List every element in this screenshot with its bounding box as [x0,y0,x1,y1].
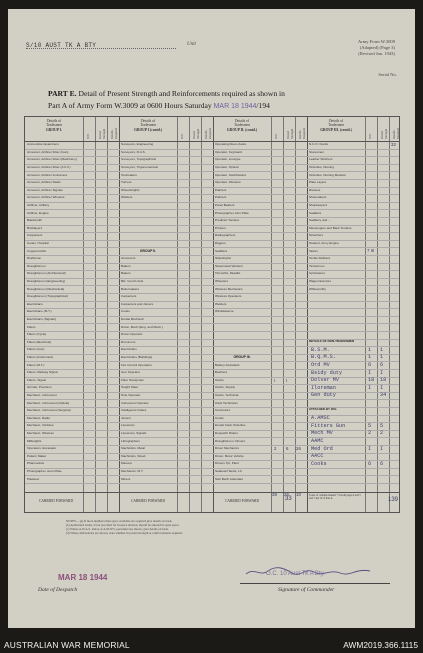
trade-label: Dental Clerk Orderlies [215,423,246,428]
form-ref-line: (Revised Jan. 1943) [358,51,395,56]
nt-we: 18 [368,377,375,384]
row-line [25,156,399,157]
trade-label: Draughtsmen (Engineering) [27,279,66,283]
trade-label: Driver, Motor Vehicle [215,453,244,458]
trade-label: Mechanic, Wireless [27,431,54,435]
trade-label: Stretchers [309,233,324,238]
section-title: DETAILS OF NON-TRADESMEN [309,338,355,343]
trade-label: Surveyors, Engineering [121,142,154,147]
trade-label: Riggers [215,241,226,245]
column-header [307,119,365,132]
nt-rank: Ord MV [311,361,330,368]
trade-label: Electricians (Signals) [27,317,56,321]
trade-label: Shopkeepers [309,203,328,207]
trade-label: Drivers Tpt, Plant [215,461,239,466]
signature-line [240,583,390,584]
trade-label: Operator, Switchboard [215,172,246,177]
row-line [25,369,399,370]
trade-label: Fitters [27,324,36,329]
row-line [25,278,399,279]
column-header-line: Details of [46,119,62,123]
trade-label: Gun Operator [121,370,140,375]
column-header-line: Details of [234,119,250,123]
trade-label: Painters [215,195,227,200]
trade-label: Welders [215,301,227,306]
trade-label: Linesman, Signals [121,431,147,435]
strength-table [24,116,400,513]
row-line [25,255,399,256]
trade-label: Clerks [215,377,224,382]
trade-label: Mechanic, Instrument (Optical) [27,400,70,405]
archive-footer [0,633,423,653]
trade-label: Wagon Erectors [309,279,332,283]
att-rank: Cooks [311,460,327,467]
column-header-line: Details of [328,119,344,123]
trade-label: Electricians (Buildings) [121,355,153,359]
rotated-column-header: W.E. [274,133,278,139]
rotated-column-header: Reinfts. Required [392,128,400,139]
nt-ps: 1 [380,346,384,353]
rotated-column-header: Reinfts. Required [110,128,118,139]
trade-label: Clerks, Technical [215,393,239,397]
nt-ps: 1 [380,354,384,361]
trade-label: Cooks [121,309,130,314]
trade-label: Driver-Operator [121,332,143,337]
trade-label: Masons [121,461,132,466]
row-line [25,346,399,347]
trade-label: Fitters (M.T.) [27,362,45,367]
row-line [25,468,399,469]
trade-label: Fitters, Railway Signal [27,370,58,375]
row-line [25,209,399,210]
row-line [25,316,399,317]
trade-label: Armourer, Artificer Instrument [27,172,68,177]
att-rank: A.AMSC [311,415,330,422]
row-line [25,247,399,248]
rotated-column-header: Reinfts. Required [204,128,212,139]
nt-rank: Bsidy duty [311,369,343,376]
trade-label: Blacksmith [27,218,42,223]
trade-label: Mechanic, Vehicles [27,423,54,428]
att-rank: Med Ord [311,445,333,452]
trade-label: Bakers [121,263,131,268]
trade-label: Sheetmetal Workers [215,263,243,268]
trade-label: Electricians (M.T.) [27,309,52,314]
nt-we: 1 [368,354,372,361]
hand-value: 10 [296,491,301,497]
trade-label: Fitters (Electrical) [27,339,52,344]
column-header-line: Tradesmen [328,123,344,128]
trade-label: Saddlers [309,210,322,215]
trade-label: Armourer, Artificer Fitter (Machinery) [27,157,77,162]
att-we: 5 [368,422,372,429]
trade-label: Armourer, Artificer Signals [27,187,63,192]
row-line [25,399,399,400]
hand-value: 2 [274,446,277,451]
row-line [25,293,399,294]
column-header-line: Details of [140,119,156,123]
trade-label: Fitters, Signal [27,377,46,382]
trade-label: Draughtsmen, Drivers [215,438,246,443]
carried-forward-label: CARRIED FORWARD [225,499,260,503]
section-title: ATTACHED BY W.E. [309,407,338,411]
part-title-line2 [48,101,270,110]
att-ps: 6 [380,460,384,467]
trade-label: Mechanic, Instrument (Surgical) [27,408,71,413]
column-header-line: GROUP III. (contd.) [320,127,352,132]
trade-label: Draughtsmen (Architectural) [27,271,66,276]
trade-label: Machinists, Metal [121,446,145,451]
row-line [25,445,399,446]
trade-label: Timbermen [309,263,325,268]
trade-label: Sick Berth Attendant [215,476,244,481]
unit-stamp: O.C. 10 Aust Tk A Bty. [266,571,325,577]
trade-label: Orderlies, Nursing [309,165,334,169]
trade-label: Armourer, Artificer Fitter (A.F.V.) [27,165,71,169]
trade-label: Battery Assistants [215,362,240,367]
trade-label: Armourers [121,256,136,261]
hand-value: I [274,377,276,383]
part-title-bold: PART E. [48,89,77,98]
trade-label: Plasterer [27,476,40,481]
trade-label: Student, Army Engine [309,241,339,245]
trade-label: Plate Layers [309,180,327,185]
trade-label: Electricians [121,347,137,352]
row-line [25,270,399,271]
att-rank: Mech MV [311,430,333,437]
trade-label: Machinists, Wood [121,453,146,458]
nt-we: 1 [368,346,372,353]
column-header-line: GROUP I (contd.) [134,127,162,132]
trade-label: Clerks, Supply [215,385,235,390]
trade-label: Draftsmen [27,256,42,261]
trade-label: Millwrights [27,438,42,443]
trade-label: Cooks, Hospital [27,241,49,245]
unit-dotline [26,48,176,49]
trade-label: Carpenters and Joiners [121,301,154,306]
row-line [25,240,399,241]
trade-label: N.C.O. Clerks [309,142,329,147]
trade-label: Leather Stitchers [309,157,333,162]
row-line [25,460,399,461]
despatch-label: Date of Despatch [38,587,78,593]
part-title-text2: Part A of Army Form W.3009 at 0600 Hours Saturday [48,101,212,110]
serial-label: Serial No. [378,72,397,77]
trade-label: GROUP III. [233,355,251,359]
trade-label: Draughtsmen [27,263,46,268]
trade-label: Panel Beaters [215,203,235,207]
hand-value: 7 III [367,248,375,254]
trade-label: Artificer, Engine [27,210,49,215]
rotated-column-header: W.E. [86,133,90,139]
trade-label: Upholsterer [309,271,325,276]
hand-value: 32 [391,142,396,147]
trade-label: Photographer, Aero Plate [27,469,62,473]
att-rank: Fitters Gun [311,422,346,429]
trade-label: Fitter Handyman [121,377,144,382]
row-line [25,202,399,203]
trade-label: Bakers [121,271,131,276]
trade-label: Draughtsmen (Topographical) [27,294,68,299]
trade-label: Electricians [27,301,43,306]
carried-rule [25,492,399,493]
row-line [25,323,399,324]
nt-we: I [368,384,372,391]
trade-label: Dental Mechanic [121,317,145,321]
trade-label: Artificer, Artillery [27,203,50,207]
trade-label: Surveyors, Topographical [121,157,156,162]
row-line [25,377,399,378]
trade-label: Predictor Tenders [215,218,240,223]
trade-label: Whitesmiths [309,286,326,291]
trade-label: Wheelwrights [121,187,140,192]
trade-label: Joiners [121,415,131,420]
trade-label: Mechanics, M.T. [121,469,144,473]
trade-label: Wheelers [215,279,229,283]
att-rank: AAMC [311,437,324,444]
trade-label: Mechanic, Instrument [27,393,57,397]
att-ps: 5 [380,422,384,429]
trade-label: Height Taker [121,385,139,390]
trade-label: Pharmacists [27,461,45,466]
trade-label: Miners [121,476,131,481]
date-stamp-top: MAR 18 1944 [213,103,257,110]
column-header-line: Tradesmen [234,123,250,128]
trade-label: Wireless Mechanics [215,286,243,291]
document-page [8,9,415,628]
trade-label: Operators, Excavator [27,446,57,451]
trade-label: Printers [215,225,226,230]
trade-label: Driver Mechanics [215,446,239,451]
trade-label: GROUP II. [139,248,157,253]
trade-label: Fitters (Cycle) [27,332,47,337]
row-line [25,407,399,408]
nt-rank: Gen duty [311,392,336,399]
hand-value: 26 [296,446,301,451]
rotated-column-header: Posted Strength [98,128,106,139]
trade-label: Surveyors, R.A.S. [121,149,146,154]
trade-label: Intelligence Duties [121,408,147,413]
carried-forward-label: CARRIED FORWARD [39,499,74,503]
row-line [25,453,399,454]
att-ps: I [380,445,384,452]
att-ps: 2 [380,430,384,437]
trade-label: Tinsmiths, Metallic [215,271,241,276]
row-line [25,331,399,332]
trade-label: Storesmen [309,149,324,154]
trade-label: Instrument Operator [121,400,149,405]
trade-label: Coppersmiths [27,248,47,253]
rotated-column-header: W.E. [368,133,372,139]
form-ref-line: Army Form W.3009 [357,39,395,44]
trade-label: Seaboat Hands, LC [215,469,243,473]
column-header [119,119,177,132]
column-header [25,119,83,132]
notes-block [66,519,396,535]
trade-label: Hole Operator [121,393,141,397]
trade-label: Fitters (Instrument) [27,355,54,359]
rotated-column-header: W.E. [180,133,184,139]
nt-ps: 6 [380,361,384,368]
unit-typed: S/10 AUST TK A BTY [26,42,97,49]
trade-label: Mechanic, Radio [27,415,51,420]
form-ref-line: (Adapted) (Page 3) [359,45,395,50]
trade-label: Turners [121,180,132,185]
carried-forward-label: CARRIED FORWARD [131,499,166,503]
row-line [25,392,399,393]
trade-label: Operating Room Assts. [215,142,247,147]
nt-rank: Iloreman [311,384,336,391]
column-header [213,119,271,132]
column-header-line: GROUP I. [46,127,62,132]
signature-label: Signature of Commander [278,587,335,593]
att-we: 2 [368,430,372,437]
trade-label: Armourer, Artificer Fitter (Gun) [27,149,69,154]
unit-label: Unit [187,42,196,47]
column-header-line: GROUP II. (contd.) [226,127,258,132]
trade-label: Driver, Mech (Eng. and Mech.) [121,324,163,329]
row-line [25,361,399,362]
trade-label: Operator, Optical [215,165,239,169]
row-line [25,149,399,150]
trade-label: Draughtsmen (Mechanical) [27,286,65,291]
att-rank: AACC [311,453,324,460]
trade-label: Riveters [309,187,321,192]
row-line [25,430,399,431]
part-title-text: Detail of Present Strength and Reinforcements required as shown in [78,89,285,98]
trade-label: Radiographers [215,233,236,238]
row-line [25,285,399,286]
trade-label: Grinder, Precision [27,385,52,390]
row-line [25,384,399,385]
trade-label: Textile Refitters [309,256,331,261]
rotated-column-header: Posted Strength [380,128,388,139]
footer-accession: AWM2019.366.1115 [343,640,418,650]
trade-label: Ammunition Examiners [27,142,59,147]
row-line [25,483,399,484]
row-line [25,217,399,218]
trade-label: Carpenters [121,294,137,299]
nt-we: I [368,369,372,376]
row-line [25,187,399,188]
trade-label: Butchers [215,370,228,375]
hand-value: I [286,377,288,383]
row-line [25,232,399,233]
nt-ps: 34 [380,392,387,399]
row-line [25,475,399,476]
trade-label: Armourer, Artificer Radio [27,180,61,185]
trade-label: Fire Control Operators [121,362,152,367]
row-line [25,179,399,180]
row-line [25,415,399,416]
trade-label: Surveyors, Trigonometrical [121,165,158,169]
note-line: (d) Where deficiencies are shown, state whether in posted strength or reinforcements required. [66,531,183,535]
row-line [25,437,399,438]
nt-rank: B.S.M. [311,346,330,353]
trade-label: Linesman [121,423,135,428]
year-suffix: /194 [256,101,270,110]
footer-institution: AUSTRALIAN WAR MEMORIAL [4,640,130,650]
trade-label: Despatch Riders [215,431,238,435]
carried-total: 33 [285,496,292,502]
trade-label: Toolmakers [121,172,137,177]
trade-label: Pattern Maker [27,453,47,458]
trade-label: Fitters (Gun) [27,347,45,352]
trade-label: Saddlers [215,248,228,253]
hand-value: 38 [272,491,277,497]
trade-label: Wireless Operators [215,294,242,299]
trade-label: Bricklayers [27,225,43,230]
carried-note: Totals of columns marked * in both pages 4 and 5 and 7 and 10 of Part A. [309,494,361,500]
trade-label: Shipwrights [215,256,231,261]
trade-label: Armourer, Artificer Wireless [27,195,65,200]
rotated-column-header: Reinfts. Required [298,128,306,139]
header-rule [25,141,399,142]
row-line [25,164,399,165]
trade-label: Saddlery and ... [309,218,331,223]
trade-label: Painters [215,187,227,192]
row-line [25,301,399,302]
note-line: (b) Authorised trades, if not provided for in space allotted, should be entered in spare space. [66,523,180,527]
att-we: 6 [368,460,372,467]
trade-label: Photographer, Dev Plate [215,210,249,215]
trade-label: Messengers and Bank Tenders [309,225,352,230]
hand-value: 26 [284,491,289,497]
hand-value: 6 [286,446,289,451]
trade-label: Welders [121,195,133,200]
trade-label: Operator, Linotype [215,157,241,162]
nt-we: 6 [368,361,372,368]
trade-label: Clerk Technician [215,400,238,405]
row-line [25,308,399,309]
note-line: NOTES.—(a) If more numbers than space available are required give details on back. [66,519,173,523]
despatch-date-stamp: MAR 18 1944 [58,573,108,582]
trade-label: Cooks [215,415,224,420]
carried-total: 139 [388,497,399,503]
trade-label: Bkr. Coml's Asst [121,279,144,283]
trade-label: Tailors [309,248,318,253]
column-header-line: Tradesmen [46,123,62,128]
nt-ps: 18 [380,377,387,384]
form-reference [358,39,395,57]
trade-label: Operator, Wireless [215,180,241,185]
rotated-column-header: Posted Strength [192,128,200,139]
column-header-line: Tradesmen [140,123,156,128]
att-we: I [368,445,372,452]
trade-label: Operator, Keyboard [215,149,243,154]
row-line [25,354,399,355]
nt-ps: I [380,369,384,376]
trade-label: Lithographers [121,438,140,443]
trade-label: Windlasserse [215,309,234,314]
nt-ps: I [380,384,384,391]
rotated-column-header: Posted Strength [286,128,294,139]
nt-rank: B.Q.M.S. [311,354,336,361]
part-title [48,89,285,98]
row-line [25,263,399,264]
trade-label: Orderlies, Nursing Medical [309,172,346,177]
trade-label: Shoemakers [309,195,327,200]
trade-label: Boilermakers [121,286,140,291]
note-line: (c) Where A.W.A.S. and/or A.A.M.W.S. personnel are shown, give details on back. [66,527,169,531]
trade-label: Drummers [121,339,136,344]
nt-rank: Dolver MV [311,377,340,384]
row-line [25,194,399,195]
trade-label: Concretors [215,408,231,413]
trade-label: Carpenters [27,233,43,238]
